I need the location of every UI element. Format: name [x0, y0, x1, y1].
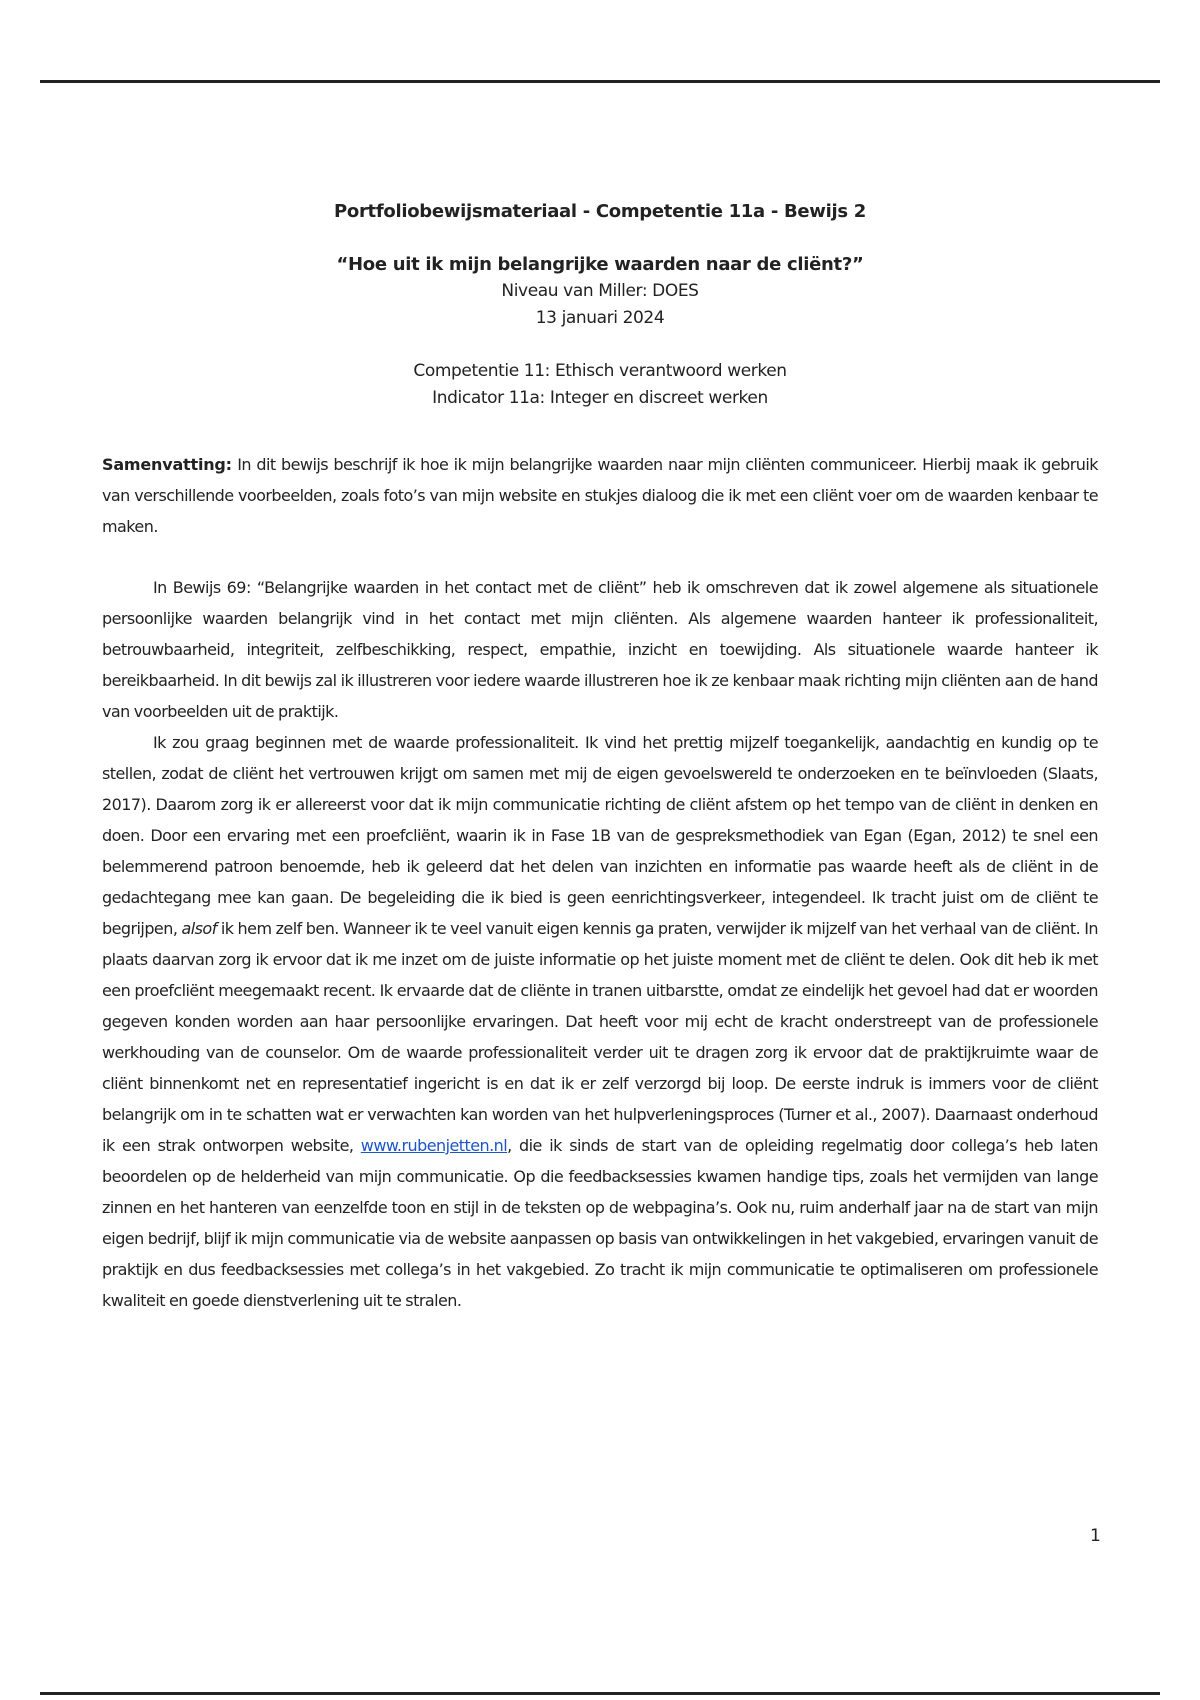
document-title: Portfoliobewijsmateriaal - Competentie 11a - Bewijs 2: [334, 201, 866, 222]
paragraph-1: In Bewijs 69: “Belangrijke waarden in het contact met de cliënt” heb ik omschreven dat ik zowel algemene als situationele persoonlijke waarden belangrijk vind in het contact met mijn cliënten. Als algemene waarden hanteer ik professionaliteit, betrouwbaarheid, integriteit, zelfbeschikking, respect, empathie, inzicht en toewijding. Als situationele waarde hanteer ik bereikbaarheid. In dit bewijs zal ik illustreren voor iedere waarde illustreren hoe ik ze kenbaar maak richting mijn cliënten aan de hand van voorbeelden uit de praktijk.: [102, 578, 1098, 721]
document-page: [102, 198, 1098, 1316]
document-date: 13 januari 2024: [535, 308, 665, 328]
miller-level: Niveau van Miller: DOES: [501, 281, 699, 301]
page-number: 1: [1090, 1526, 1101, 1546]
paragraph-2-part-3: , die ik sinds de start van de opleiding regelmatig door collega’s heb laten beoordelen op de helderheid van mijn communicatie. Op die feedbacksessies kwamen handige tips, zoals het vermijden van lange zinnen en het hanteren van eenzelfde toon en stijl in de teksten op de webpagina’s. Ook nu, ruim anderhalf jaar na de start van mijn eigen bedrijf, blijf ik mijn communicatie via de website aanpassen op basis van ontwikkelingen in het vakgebied, ervaringen vanuit de praktijk en dus feedbacksessies met collega’s in het vakgebied. Zo tracht ik mijn communicatie te optimaliseren om professionele kwaliteit en goede dienstverlening uit te stralen.: [102, 1136, 1098, 1310]
paragraph-2: [102, 727, 1098, 1316]
paragraph-2-italic: alsof: [181, 919, 217, 938]
paragraph-2-part-2: ik hem zelf ben. Wanneer ik te veel vanuit eigen kennis ga praten, verwijder ik mijzelf van het verhaal van de cliënt. In plaats daarvan zorg ik ervoor dat ik me inzet om de juiste informatie op het juiste moment met de cliënt te delen. Ook dit heb ik met een proefcliënt meegemaakt recent. Ik ervaarde dat de cliënte in tranen uitbarstte, omdat ze eindelijk het gevoel had dat er woorden gegeven konden worden aan haar persoonlijke ervaringen. Dat heeft voor mij echt de kracht onderstreept van de professionele werkhouding van de counselor. Om de waarde professionaliteit verder uit te dragen zorg ik ervoor dat de praktijkruimte waar de cliënt binnenkomt net en representatief ingericht is en dat ik er zelf verzorgd bij loop. De eerste indruk is immers voor de cliënt belangrijk om in te schatten wat er verwachten kan worden van het hulpverleningsproces (Turner et al., 2007). Daarnaast onderhoud ik een strak ontworpen website,: [102, 919, 1099, 1155]
summary: [102, 449, 1098, 542]
paragraph-2-part-1: Ik zou graag beginnen met de waarde professionaliteit. Ik vind het prettig mijzelf toegankelijk, aandachtig en kundig op te stellen, zodat de cliënt het vertrouwen krijgt om samen met mij de eigen gevoelswereld te onderzoeken en te beïnvloeden (Slaats, 2017). Daarom zorg ik er allereerst voor dat ik mijn communicatie richting de cliënt afstem op het tempo van de cliënt in denken en doen. Door een ervaring met een proefcliënt, waarin ik in Fase 1B van de gespreksmethodiek van Egan (Egan, 2012) te snel een belemmerend patroon benoemde, heb ik geleerd dat het delen van inzichten en informatie pas waarde heeft als de cliënt in de gedachtegang mee kan gaan. De begeleiding die ik bied is geen eenrichtingsverkeer, integendeel. Ik tracht juist om de cliënt te begrijpen,: [102, 733, 1098, 938]
body-text: [102, 572, 1098, 1316]
summary-label: Samenvatting:: [102, 455, 232, 474]
top-rule: [40, 80, 1160, 83]
competence: Competentie 11: Ethisch verantwoord werken: [413, 361, 787, 381]
bottom-rule: [40, 1692, 1160, 1695]
indicator: Indicator 11a: Integer en discreet werken: [432, 388, 768, 408]
document-subtitle: “Hoe uit ik mijn belangrijke waarden naar de cliënt?”: [336, 254, 864, 275]
summary-text: In dit bewijs beschrijf ik hoe ik mijn belangrijke waarden naar mijn cliënten communiceer. Hierbij maak ik gebruik van verschillende voorbeelden, zoals foto’s van mijn website en stukjes dialoog die ik met een cliënt voer om de waarden kenbaar te maken.: [102, 455, 1098, 536]
website-link[interactable]: www.rubenjetten.nl: [360, 1136, 508, 1155]
